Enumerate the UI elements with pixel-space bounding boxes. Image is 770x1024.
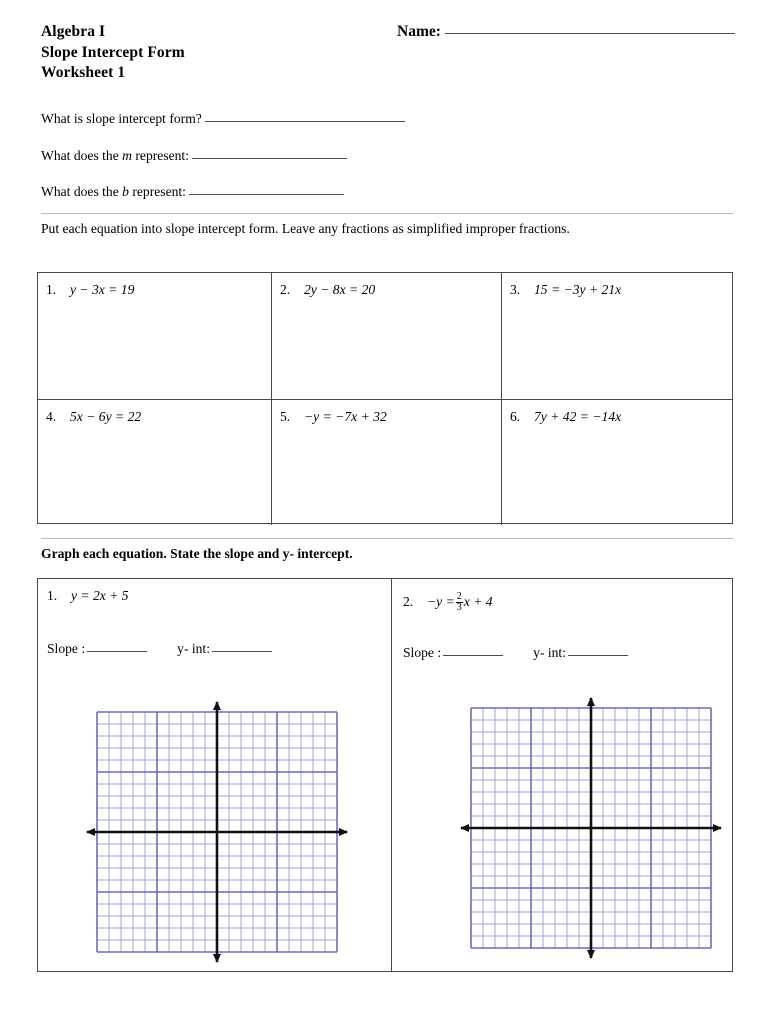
yint-answer-blank[interactable] <box>568 655 628 656</box>
arrow-left-icon <box>86 828 95 836</box>
equation-number: 3. <box>510 282 521 297</box>
fraction-numerator: 2 <box>456 591 462 602</box>
answer-blank[interactable] <box>189 194 344 195</box>
equation-cell-3[interactable] <box>501 273 734 399</box>
equation-lead: −y = <box>427 594 455 609</box>
equation-number: 5. <box>280 409 291 424</box>
coordinate-plane-svg <box>460 697 722 959</box>
axes <box>461 698 721 958</box>
equation-cell-5[interactable] <box>271 400 501 525</box>
answer-blank[interactable] <box>205 121 405 122</box>
header-title-block <box>41 22 185 84</box>
equation-number: 1. <box>46 282 57 297</box>
answer-blank[interactable] <box>192 158 347 159</box>
course-title: Algebra I <box>41 23 106 40</box>
prompt-text-post: represent: <box>132 148 189 163</box>
prompt-slope-intercept-form <box>41 110 405 127</box>
prompt-text: What is slope intercept form? <box>41 111 202 126</box>
yint-label: y- int: <box>533 645 566 660</box>
prompt-text-pre: What does the <box>41 148 123 163</box>
math-variable-m: m <box>122 148 132 163</box>
equation-tail: x + 4 <box>463 594 493 609</box>
fraction-two-thirds <box>456 592 463 613</box>
equation-cell-6[interactable] <box>501 400 734 525</box>
prompt-text-pre: What does the <box>41 184 123 199</box>
equation-number: 6. <box>510 409 521 424</box>
arrow-up-icon <box>587 697 595 706</box>
graph-equation-2 <box>403 592 493 613</box>
coordinate-plane-svg <box>86 701 348 963</box>
worksheet-title: Worksheet 1 <box>41 64 126 81</box>
prompt-b-represents <box>41 183 344 200</box>
equation-expression: y = 2x + 5 <box>71 588 129 603</box>
name-label: Name: <box>397 23 441 40</box>
table-row <box>38 399 732 525</box>
equation-expression: y − 3x = 19 <box>70 282 135 297</box>
instructions-text: Put each equation into slope intercept form. Leave any fractions as simplified improper fractions. <box>41 221 570 236</box>
fraction-denominator: 3 <box>456 602 462 614</box>
table-row <box>38 273 732 399</box>
section-divider-rule <box>41 538 733 539</box>
equation-number: 2. <box>280 282 291 297</box>
equation-cell-2[interactable] <box>271 273 501 399</box>
arrow-down-icon <box>587 950 595 959</box>
name-field-group <box>397 22 735 43</box>
coordinate-grid-1[interactable] <box>86 701 348 963</box>
arrow-right-icon <box>713 824 722 832</box>
arrow-down-icon <box>213 954 221 963</box>
section-divider-rule <box>41 213 733 214</box>
graph-table <box>37 578 733 972</box>
equation-cell-4[interactable] <box>38 400 271 525</box>
arrow-up-icon <box>213 701 221 710</box>
equation-expression: 2y − 8x = 20 <box>304 282 376 297</box>
equation-number: 4. <box>46 409 57 424</box>
equation-expression: 7y + 42 = −14x <box>534 409 622 424</box>
graph-equation-1 <box>47 588 129 604</box>
topic-title: Slope Intercept Form <box>41 43 185 61</box>
equation-number: 2. <box>403 594 414 609</box>
coordinate-grid-2[interactable] <box>460 697 722 959</box>
equations-table <box>37 272 733 524</box>
answer-line-group-1 <box>47 641 272 657</box>
slope-answer-blank[interactable] <box>443 655 503 656</box>
equation-expression: 5x − 6y = 22 <box>70 409 142 424</box>
equation-expression: 15 = −3y + 21x <box>534 282 622 297</box>
math-variable-b: b <box>122 184 129 199</box>
axes <box>87 702 347 962</box>
arrow-left-icon <box>460 824 469 832</box>
page-header <box>41 22 741 84</box>
yint-answer-blank[interactable] <box>212 651 272 652</box>
arrow-right-icon <box>339 828 348 836</box>
prompt-text-post: represent: <box>128 184 186 199</box>
name-input-blank[interactable] <box>445 33 735 34</box>
yint-label: y- int: <box>177 641 210 656</box>
equation-cell-1[interactable] <box>38 273 271 399</box>
prompt-m-represents <box>41 147 347 164</box>
equation-expression: −y = −7x + 32 <box>304 409 387 424</box>
equation-number: 1. <box>47 588 58 603</box>
slope-label: Slope : <box>47 641 86 656</box>
graph-section-heading: Graph each equation. State the slope and y- intercept. <box>41 546 353 561</box>
answer-line-group-2 <box>403 645 628 661</box>
slope-label: Slope : <box>403 645 442 660</box>
graph-cell-1[interactable] <box>38 579 391 971</box>
slope-answer-blank[interactable] <box>87 651 147 652</box>
graph-cell-2[interactable] <box>391 579 734 971</box>
